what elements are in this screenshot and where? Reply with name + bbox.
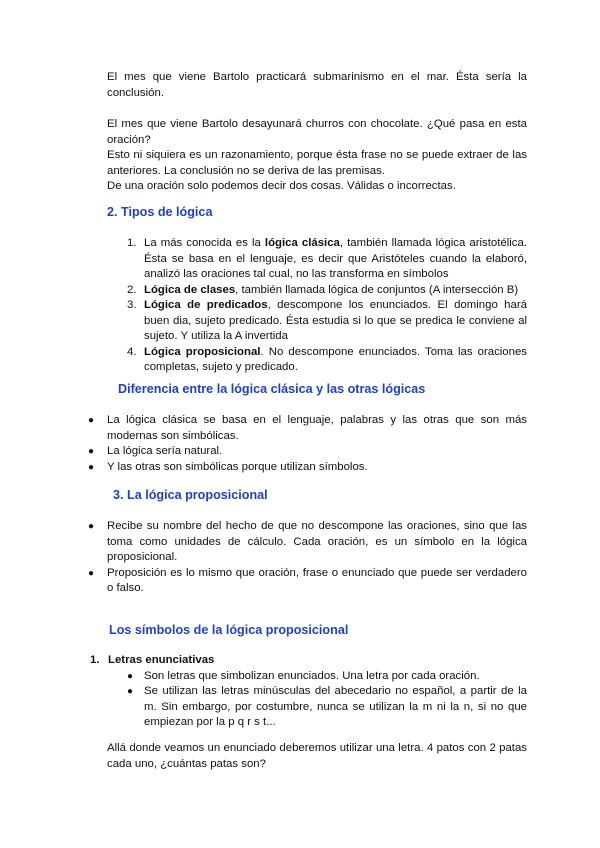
heading-simbolos: Los símbolos de la lógica proposicional xyxy=(109,623,349,637)
list-item xyxy=(84,413,527,444)
item-text: , también llamada lógica de conjuntos (A intersección B) xyxy=(235,283,519,296)
list-item xyxy=(90,669,527,685)
bullet-icon: ● xyxy=(88,415,95,426)
proposicional-list xyxy=(84,519,527,597)
list-item xyxy=(107,298,527,345)
item-term: Lógica proposicional xyxy=(144,345,261,358)
diferencia-list xyxy=(84,413,527,475)
paragraph-conclusion: El mes que viene Bartolo practicará submarinismo en el mar. Ésta sería la conclusión. xyxy=(107,71,527,99)
item-title: Letras enunciativas xyxy=(108,654,215,666)
list-number: 4. xyxy=(127,345,137,358)
list-item xyxy=(84,444,527,460)
heading-tipos-de-logica: 2. Tipos de lógica xyxy=(107,205,213,219)
item-text: , descompone los enunciados. El domingo hará buen dia, sujeto predicado. Ésta estudia si lo que se predica le conviene al sujeto. Y utiliza la A invertida xyxy=(144,299,527,342)
letras-enunciativas-title xyxy=(90,653,527,669)
list-number: 2. xyxy=(127,283,137,296)
item-text: Y las otras son simbólicas porque utilizan símbolos. xyxy=(107,460,368,473)
item-text: La más conocida es la xyxy=(144,237,265,249)
bullet-icon: ● xyxy=(127,686,134,697)
bullet-icon: ● xyxy=(127,670,134,682)
bullet-icon: ● xyxy=(88,521,95,532)
item-text: , también llamada lógica aristotélica. Ésta se basa en el lenguaje, es decir que Aristóteles cuando la elaboró, analizó las oraciones tal cual, no las transforma en símbolos xyxy=(144,237,527,280)
paragraph-validity: De una oración solo podemos decir dos cosas. Válidas o incorrectas. xyxy=(107,180,456,192)
paragraph-explanation: Esto ni siquiera es un razonamiento, porque ésta frase no se puede extraer de las anteriores. La conclusión no se deriva de las premisas. xyxy=(107,149,527,177)
paragraph-question: El mes que viene Bartolo desayunará churros con chocolate. ¿Qué pasa en esta oración? xyxy=(107,118,527,146)
list-item xyxy=(107,283,527,299)
list-number: 1. xyxy=(90,654,100,666)
list-item xyxy=(90,684,527,731)
item-text: La lógica sería natural. xyxy=(107,445,223,457)
item-text: Se utilizan las letras minúsculas del abecedario no español, a partir de la m. Sin embargo, por costumbre, nunca se utilizan la m ni la n, si no que empiezan por la p q r s t... xyxy=(144,685,527,728)
item-text: . No descompone enunciados. Toma las oraciones completas, sujeto y predicado. xyxy=(144,345,527,373)
paragraph-closing: Allá donde veamos un enunciado deberemos utilizar una letra. 4 patos con 2 patas cada uno, ¿cuántas patas son? xyxy=(107,742,527,770)
letras-enunciativas-section xyxy=(90,653,527,731)
item-text: Recibe su nombre del hecho de que no descompone las oraciones, sino que las toma como unidades de cálculo. Cada oración, es un símbolo en la lógica proposicional. xyxy=(107,520,527,563)
item-term: Lógica de clases xyxy=(144,283,236,296)
tipos-list xyxy=(107,236,527,376)
list-item xyxy=(84,519,527,566)
heading-diferencia: Diferencia entre la lógica clásica y las otras lógicas xyxy=(118,382,426,396)
item-text: Proposición es lo mismo que oración, frase o enunciado que puede ser verdadero o falso. xyxy=(107,566,527,594)
item-text: La lógica clásica se basa en el lenguaje, palabras y las otras que son más modernas son simbólicas. xyxy=(107,414,527,442)
bullet-icon: ● xyxy=(88,446,95,457)
heading-logica-proposicional: 3. La lógica proposicional xyxy=(113,488,268,502)
bullet-icon: ● xyxy=(88,567,95,579)
list-item xyxy=(107,236,527,283)
list-number: 3. xyxy=(127,299,137,311)
item-text: Son letras que simbolizan enunciados. Una letra por cada oración. xyxy=(144,669,480,682)
list-item xyxy=(84,566,527,597)
list-number: 1. xyxy=(127,237,137,249)
list-item xyxy=(107,345,527,376)
bullet-icon: ● xyxy=(88,461,95,473)
list-item xyxy=(84,460,527,476)
item-term: lógica clásica xyxy=(264,237,340,249)
item-term: Lógica de predicados xyxy=(144,299,268,311)
letras-list xyxy=(90,669,527,731)
